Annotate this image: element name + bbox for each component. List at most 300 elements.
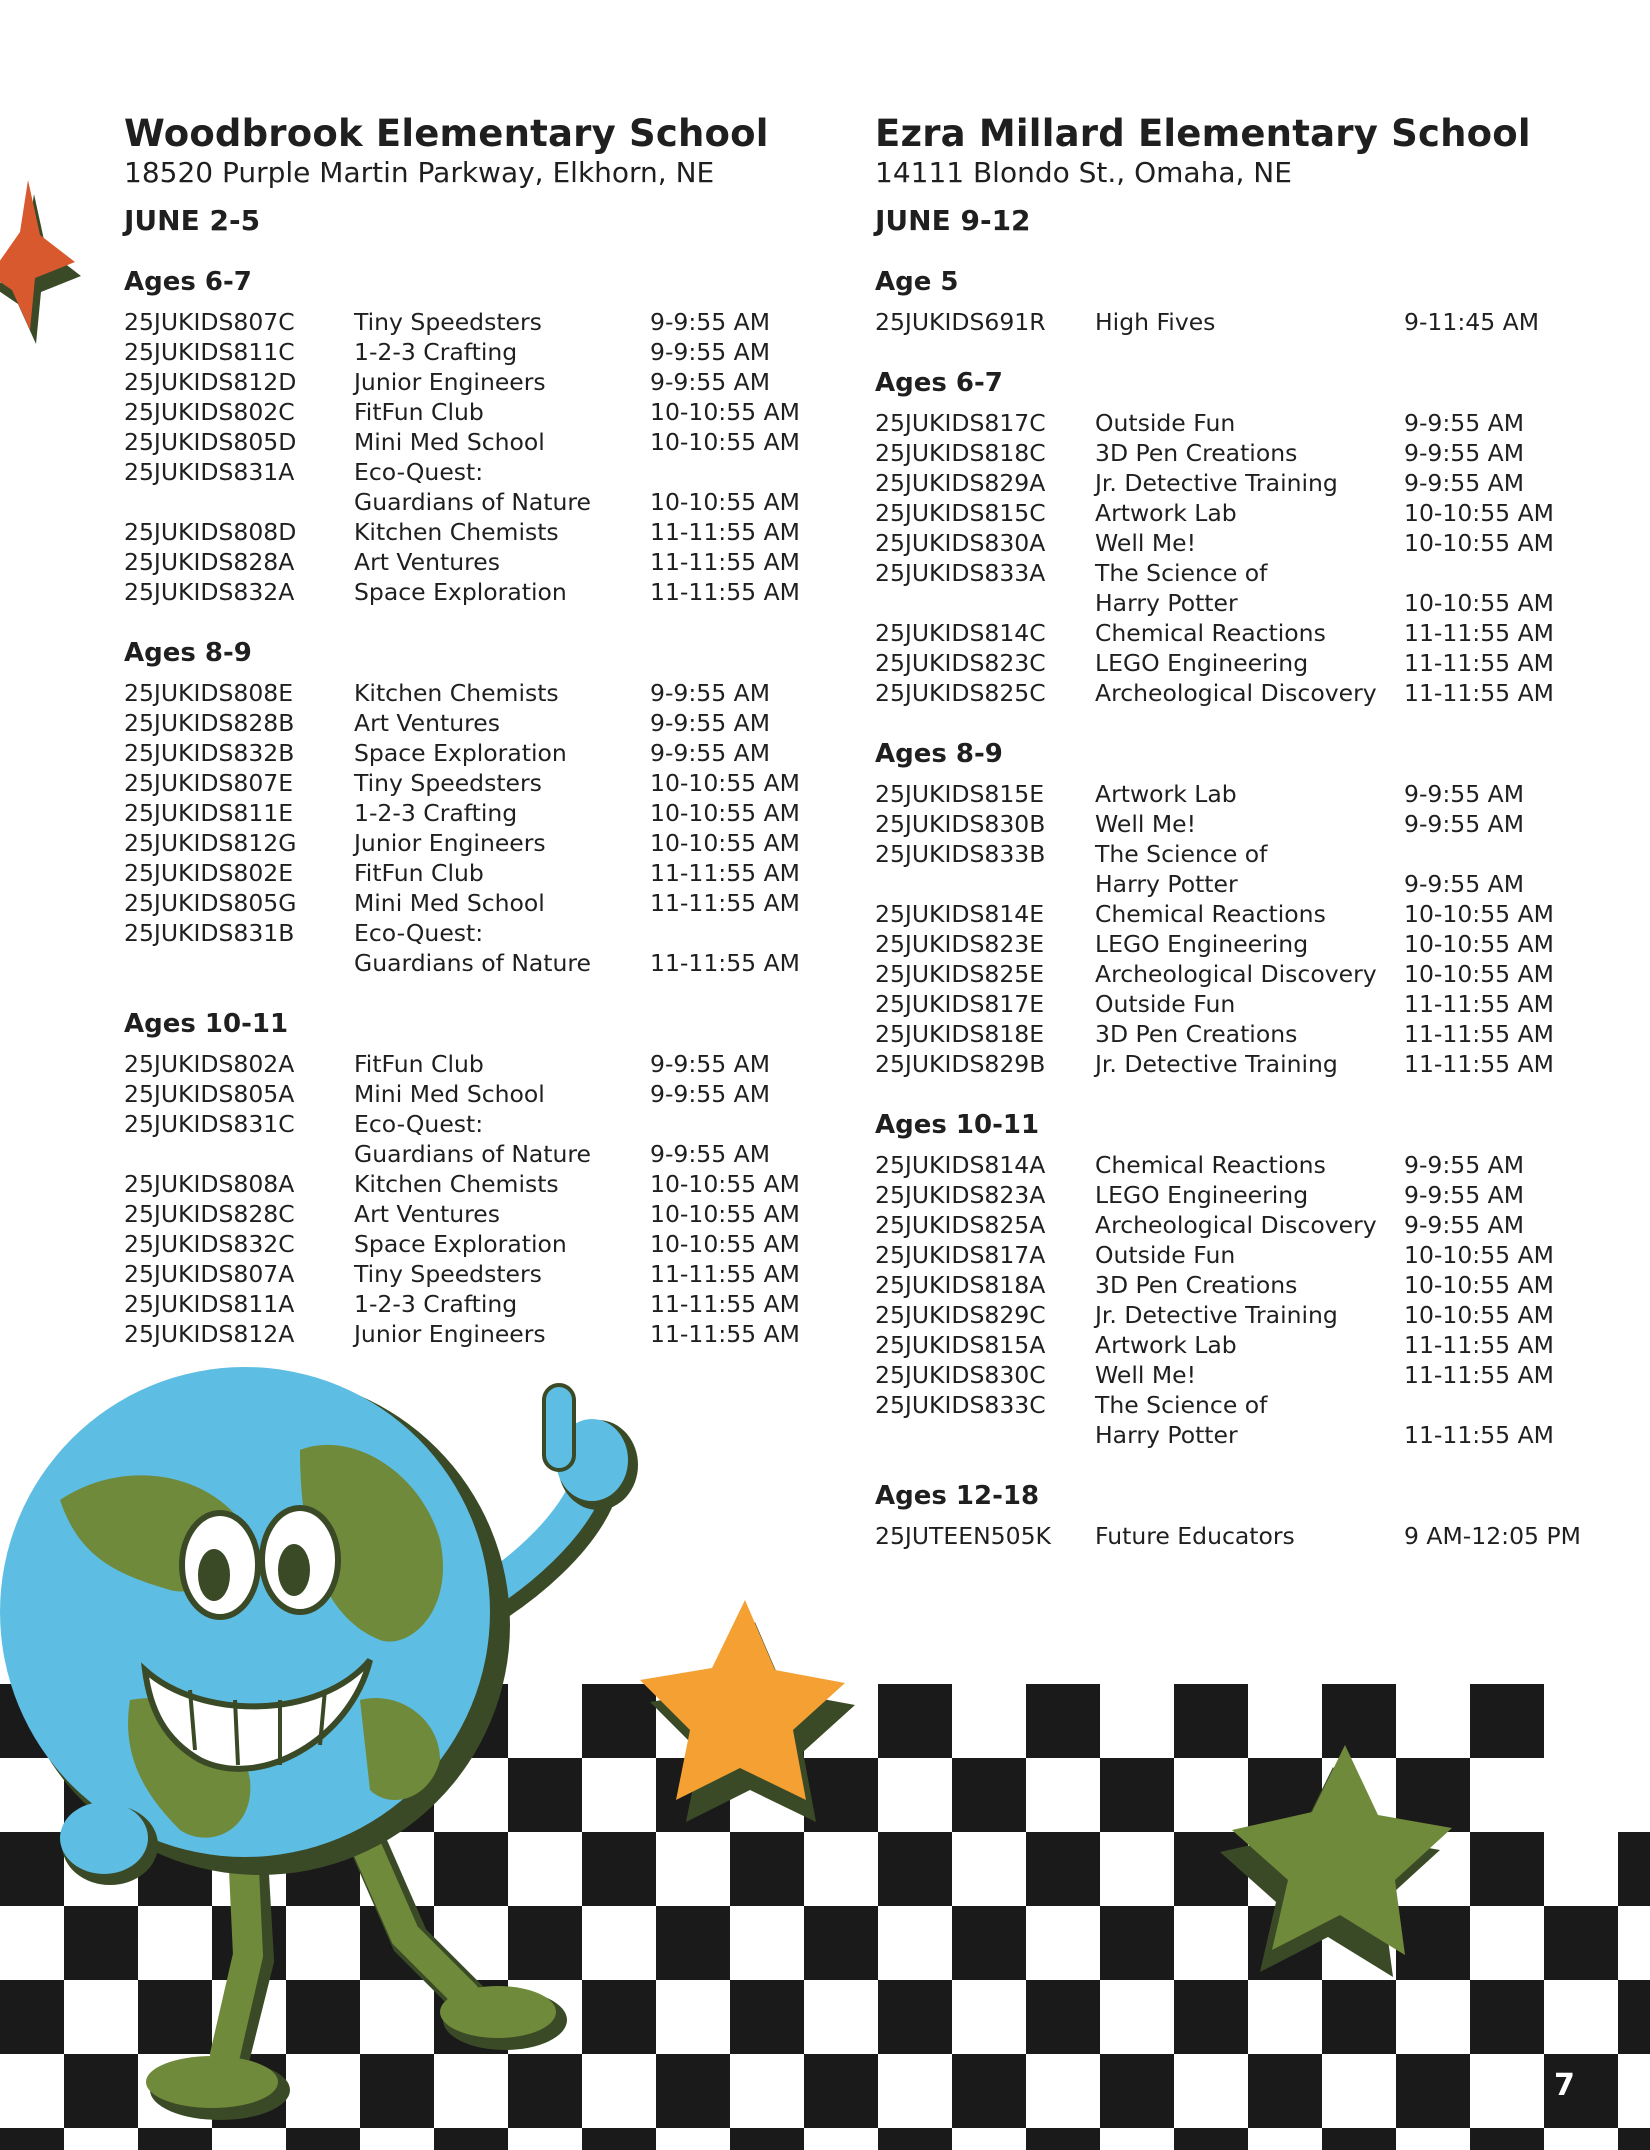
class-title-line: Jr. Detective Training (1095, 469, 1338, 497)
checker-square (804, 2054, 878, 2128)
class-time: 11-11:55 AM (650, 1290, 800, 1318)
class-time: 10-10:55 AM (650, 488, 800, 516)
checker-square (1618, 1832, 1650, 1906)
class-code: 25JUKIDS829C (875, 1301, 1046, 1329)
class-time: 11-11:55 AM (650, 518, 800, 546)
class-title-line: Artwork Lab (1095, 780, 1237, 808)
class-time: 10-10:55 AM (650, 398, 800, 426)
class-title (354, 427, 650, 457)
checker-square (730, 1832, 804, 1906)
checker-square (1100, 1758, 1174, 1832)
checker-square (138, 1980, 212, 2054)
class-title (354, 1199, 650, 1229)
class-title (1095, 1521, 1404, 1551)
class-code: 25JUKIDS811E (124, 799, 294, 827)
class-code: 25JUKIDS825E (875, 960, 1045, 988)
class-row (124, 768, 824, 798)
class-time: 10-10:55 AM (1404, 900, 1554, 928)
star-icon (0, 180, 81, 344)
class-title-line: High Fives (1095, 308, 1216, 336)
checker-square (1026, 1684, 1100, 1758)
class-title-line: Chemical Reactions (1095, 1151, 1326, 1179)
class-title-line: Artwork Lab (1095, 499, 1237, 527)
class-time: 11-11:55 AM (650, 859, 800, 887)
class-code: 25JUKIDS802E (124, 859, 294, 887)
checker-square (1174, 1980, 1248, 2054)
class-title (1095, 468, 1404, 498)
class-row (875, 438, 1615, 468)
class-title-line: LEGO Engineering (1095, 930, 1309, 958)
class-title (354, 1259, 650, 1289)
class-title-line: FitFun Club (354, 398, 484, 426)
class-title-line: 1-2-3 Crafting (354, 1290, 518, 1318)
class-code: 25JUKIDS828C (124, 1200, 295, 1228)
checker-square (1470, 1980, 1544, 2054)
class-row (875, 1270, 1615, 1300)
checker-square (1322, 2128, 1396, 2150)
class-row (124, 1229, 824, 1259)
class-title (354, 1229, 650, 1259)
class-title-line: Eco-Quest: (354, 1110, 484, 1138)
school-column-woodbrook (124, 112, 824, 1379)
school-address: 18520 Purple Martin Parkway, Elkhorn, NE (124, 156, 715, 189)
checker-square (0, 1980, 64, 2054)
class-title-line: Archeological Discovery (1095, 960, 1377, 988)
checker-square (952, 1906, 1026, 1980)
class-row (124, 1079, 824, 1109)
class-code: 25JUKIDS833B (875, 840, 1046, 868)
class-title (354, 1319, 650, 1349)
class-title-line: The Science of (1095, 1391, 1268, 1419)
age-section (875, 266, 1615, 337)
class-row (875, 809, 1615, 839)
class-title-line: Kitchen Chemists (354, 1170, 559, 1198)
checker-square (878, 1684, 952, 1758)
class-code: 25JUKIDS825A (875, 1211, 1046, 1239)
checker-square (952, 1758, 1026, 1832)
age-section (875, 738, 1615, 1079)
class-title (1095, 648, 1404, 678)
checker-square (1618, 2128, 1650, 2150)
class-row (875, 1390, 1615, 1450)
class-title-line: Jr. Detective Training (1095, 1050, 1338, 1078)
class-title (354, 367, 650, 397)
age-group-heading: Age 5 (875, 267, 959, 297)
class-code: 25JUKIDS814C (875, 619, 1046, 647)
class-title (1095, 929, 1404, 959)
class-row (875, 1330, 1615, 1360)
class-time: 9-9:55 AM (650, 1050, 771, 1078)
class-code: 25JUKIDS817E (875, 990, 1045, 1018)
class-time: 11-11:55 AM (1404, 990, 1554, 1018)
class-row (124, 397, 824, 427)
class-title (354, 738, 650, 768)
class-row (875, 779, 1615, 809)
class-title-line: Archeological Discovery (1095, 679, 1377, 707)
age-section (875, 1109, 1615, 1450)
class-row (875, 408, 1615, 438)
class-time: 11-11:55 AM (650, 548, 800, 576)
class-title (1095, 1240, 1404, 1270)
class-time: 11-11:55 AM (1404, 1361, 1554, 1389)
checker-square (1396, 1906, 1470, 1980)
class-code: 25JUKIDS814E (875, 900, 1045, 928)
class-title (354, 678, 650, 708)
age-section (124, 1008, 824, 1349)
class-code: 25JUKIDS808E (124, 679, 294, 707)
class-title (1095, 528, 1404, 558)
class-time: 9-9:55 AM (650, 1140, 771, 1168)
class-title-line: 3D Pen Creations (1095, 1271, 1298, 1299)
schedule-sections (875, 266, 1615, 1551)
class-time: 9-9:55 AM (650, 368, 771, 396)
class-row (875, 618, 1615, 648)
class-code: 25JUKIDS815C (875, 499, 1046, 527)
class-row (875, 528, 1615, 558)
age-group-heading: Ages 6-7 (875, 368, 1003, 398)
class-title-line: 1-2-3 Crafting (354, 338, 518, 366)
class-title (1095, 1180, 1404, 1210)
class-row (124, 1109, 824, 1169)
checker-square (878, 1980, 952, 2054)
age-group-heading: Ages 10-11 (875, 1110, 1040, 1140)
class-row (875, 1210, 1615, 1240)
class-title-line: LEGO Engineering (1095, 649, 1309, 677)
class-title-line: Outside Fun (1095, 1241, 1236, 1269)
class-title (1095, 1150, 1404, 1180)
class-title-line: Mini Med School (354, 889, 545, 917)
class-code: 25JUKIDS828B (124, 709, 295, 737)
class-time: 9-9:55 AM (650, 739, 771, 767)
class-title (1095, 1019, 1404, 1049)
checker-square (1174, 1684, 1248, 1758)
class-code: 25JUKIDS802A (124, 1050, 295, 1078)
class-title (1095, 558, 1404, 618)
class-time: 10-10:55 AM (650, 829, 800, 857)
checker-square (1026, 1980, 1100, 2054)
class-title-line: Outside Fun (1095, 409, 1236, 437)
class-title (1095, 438, 1404, 468)
class-time: 11-11:55 AM (1404, 619, 1554, 647)
checker-square (1544, 1906, 1618, 1980)
class-time: 10-10:55 AM (650, 799, 800, 827)
class-title (354, 1049, 650, 1079)
class-title-line: Mini Med School (354, 1080, 545, 1108)
class-title (1095, 1360, 1404, 1390)
class-title-line: Kitchen Chemists (354, 679, 559, 707)
class-title (354, 397, 650, 427)
class-row (124, 307, 824, 337)
class-time: 10-10:55 AM (1404, 589, 1554, 617)
checker-square (952, 2054, 1026, 2128)
class-title (1095, 779, 1404, 809)
checker-square (804, 1906, 878, 1980)
class-code: 25JUKIDS825C (875, 679, 1046, 707)
class-row (124, 1289, 824, 1319)
class-code: 25JUKIDS831B (124, 919, 295, 947)
session-dates: JUNE 2-5 (124, 204, 261, 237)
class-row (124, 858, 824, 888)
class-row (124, 888, 824, 918)
class-row (875, 929, 1615, 959)
class-title (1095, 618, 1404, 648)
class-time: 11-11:55 AM (1404, 1331, 1554, 1359)
page-number: 7 (1554, 2068, 1575, 2103)
class-row (875, 989, 1615, 1019)
class-title-line: Guardians of Nature (354, 488, 592, 516)
class-title (354, 337, 650, 367)
class-time: 9-9:55 AM (1404, 780, 1525, 808)
checker-square (286, 2128, 360, 2150)
class-title (354, 1109, 650, 1169)
class-time: 11-11:55 AM (1404, 649, 1554, 677)
class-title-line: Harry Potter (1095, 589, 1238, 617)
class-title-line: Eco-Quest: (354, 919, 484, 947)
class-title (1095, 809, 1404, 839)
class-title-line: 3D Pen Creations (1095, 1020, 1298, 1048)
class-code: 25JUKIDS818A (875, 1271, 1046, 1299)
class-code: 25JUKIDS815E (875, 780, 1045, 808)
checker-square (730, 1980, 804, 2054)
class-row (875, 1240, 1615, 1270)
class-time: 11-11:55 AM (650, 889, 800, 917)
class-code: 25JUKIDS691R (875, 308, 1046, 336)
class-time: 9-9:55 AM (1404, 439, 1525, 467)
class-time: 9-9:55 AM (650, 338, 771, 366)
class-time: 10-10:55 AM (650, 1200, 800, 1228)
school-address: 14111 Blondo St., Omaha, NE (875, 156, 1292, 189)
class-row (124, 1319, 824, 1349)
class-title (354, 828, 650, 858)
checker-square (730, 2128, 804, 2150)
class-title (1095, 1330, 1404, 1360)
class-title (1095, 899, 1404, 929)
class-time: 11-11:55 AM (650, 578, 800, 606)
class-code: 25JUKIDS833C (875, 1391, 1046, 1419)
class-time: 9-9:55 AM (1404, 469, 1525, 497)
class-title (1095, 1210, 1404, 1240)
class-title (1095, 1300, 1404, 1330)
class-code: 25JUKIDS823C (875, 649, 1046, 677)
schedule-sections (124, 266, 824, 1349)
class-title-line: Tiny Speedsters (354, 1260, 542, 1288)
class-time: 11-11:55 AM (1404, 1020, 1554, 1048)
checker-square (1322, 1980, 1396, 2054)
checker-square (1174, 1832, 1248, 1906)
school-name: Woodbrook Elementary School (124, 112, 769, 155)
class-time: 10-10:55 AM (1404, 1241, 1554, 1269)
class-row (875, 899, 1615, 929)
class-title (354, 768, 650, 798)
age-section (124, 266, 824, 607)
checker-square (64, 2054, 138, 2128)
class-row (875, 498, 1615, 528)
class-title (354, 307, 650, 337)
checker-square (0, 1832, 64, 1906)
class-time: 10-10:55 AM (1404, 1301, 1554, 1329)
class-code: 25JUKIDS811A (124, 1290, 295, 1318)
class-row (875, 678, 1615, 708)
class-title (1095, 1049, 1404, 1079)
class-time: 10-10:55 AM (1404, 960, 1554, 988)
checker-square (434, 1832, 508, 1906)
class-title (354, 858, 650, 888)
class-time: 9 AM-12:05 PM (1404, 1522, 1581, 1550)
class-code: 25JUKIDS817C (875, 409, 1046, 437)
class-row (124, 517, 824, 547)
class-code: 25JUKIDS831C (124, 1110, 295, 1138)
class-row (124, 798, 824, 828)
class-time: 9-9:55 AM (650, 709, 771, 737)
class-title-line: Guardians of Nature (354, 1140, 592, 1168)
class-title (354, 547, 650, 577)
class-row (124, 1199, 824, 1229)
checker-square (286, 1980, 360, 2054)
checker-square (878, 1832, 952, 1906)
checker-square (1174, 2128, 1248, 2150)
class-row (875, 1300, 1615, 1330)
class-row (875, 1360, 1615, 1390)
class-code: 25JUKIDS811C (124, 338, 295, 366)
checker-square (1470, 1832, 1544, 1906)
class-title (354, 798, 650, 828)
class-code: 25JUKIDS817A (875, 1241, 1046, 1269)
class-row (124, 427, 824, 457)
class-time: 10-10:55 AM (1404, 930, 1554, 958)
class-time: 10-10:55 AM (650, 1230, 800, 1258)
class-time: 9-9:55 AM (1404, 409, 1525, 437)
checker-square (582, 1980, 656, 2054)
class-row (124, 738, 824, 768)
class-title-line: FitFun Club (354, 1050, 484, 1078)
checker-square (508, 1906, 582, 1980)
class-title (1095, 989, 1404, 1019)
checker-square (360, 2054, 434, 2128)
school-column-ezra-millard (875, 112, 1615, 1581)
class-row (124, 547, 824, 577)
class-title-line: Space Exploration (354, 578, 567, 606)
age-section (875, 367, 1615, 708)
class-time: 11-11:55 AM (1404, 1050, 1554, 1078)
class-code: 25JUKIDS830B (875, 810, 1046, 838)
class-title (354, 708, 650, 738)
checker-square (1026, 2128, 1100, 2150)
class-title-line: 3D Pen Creations (1095, 439, 1298, 467)
checker-square (1396, 2054, 1470, 2128)
class-title-line: Future Educators (1095, 1522, 1295, 1550)
class-row (875, 1180, 1615, 1210)
checker-square (656, 1906, 730, 1980)
class-title-line: 1-2-3 Crafting (354, 799, 518, 827)
class-title-line: Junior Engineers (354, 829, 546, 857)
class-code: 25JUKIDS829B (875, 1050, 1046, 1078)
class-row (124, 1259, 824, 1289)
class-time: 9-9:55 AM (1404, 870, 1525, 898)
class-code: 25JUKIDS823A (875, 1181, 1046, 1209)
class-title (354, 517, 650, 547)
class-title-line: Eco-Quest: (354, 458, 484, 486)
class-title (1095, 678, 1404, 708)
class-time: 11-11:55 AM (650, 949, 800, 977)
class-title (354, 1289, 650, 1319)
age-group-heading: Ages 12-18 (875, 1481, 1040, 1511)
class-title-line: The Science of (1095, 840, 1268, 868)
class-time: 10-10:55 AM (650, 1170, 800, 1198)
class-row (124, 708, 824, 738)
class-time: 11-11:55 AM (650, 1320, 800, 1348)
class-time: 9-9:55 AM (1404, 1211, 1525, 1239)
class-title-line: LEGO Engineering (1095, 1181, 1309, 1209)
class-title-line: Well Me! (1095, 1361, 1196, 1389)
class-row (124, 678, 824, 708)
class-time: 9-9:55 AM (650, 1080, 771, 1108)
class-code: 25JUKIDS812A (124, 1320, 295, 1348)
class-row (875, 959, 1615, 989)
checker-square (1026, 1832, 1100, 1906)
class-title-line: Harry Potter (1095, 870, 1238, 898)
checker-square (508, 1758, 582, 1832)
class-title-line: Junior Engineers (354, 368, 546, 396)
class-time: 11-11:55 AM (650, 1260, 800, 1288)
class-title (1095, 1390, 1404, 1450)
class-code: 25JUKIDS818C (875, 439, 1046, 467)
class-time: 10-10:55 AM (1404, 529, 1554, 557)
class-title (1095, 307, 1404, 337)
class-row (124, 367, 824, 397)
age-group-heading: Ages 10-11 (124, 1009, 289, 1039)
class-row (875, 468, 1615, 498)
class-time: 9-9:55 AM (1404, 810, 1525, 838)
class-code: 25JUKIDS830A (875, 529, 1046, 557)
class-row (124, 918, 824, 978)
class-code: 25JUKIDS805A (124, 1080, 295, 1108)
age-group-heading: Ages 6-7 (124, 267, 252, 297)
class-title-line: Kitchen Chemists (354, 518, 559, 546)
checker-square (1322, 1684, 1396, 1758)
class-code: 25JUTEEN505K (875, 1522, 1051, 1550)
class-title-line: Outside Fun (1095, 990, 1236, 1018)
class-row (875, 1150, 1615, 1180)
class-row (124, 577, 824, 607)
checker-square (878, 2128, 952, 2150)
class-title-line: FitFun Club (354, 859, 484, 887)
checker-square (138, 2128, 212, 2150)
class-title-line: Art Ventures (354, 548, 500, 576)
class-title-line: Mini Med School (354, 428, 545, 456)
checker-square (64, 1906, 138, 1980)
class-title-line: Guardians of Nature (354, 949, 592, 977)
class-code: 25JUKIDS828A (124, 548, 295, 576)
class-row (875, 1019, 1615, 1049)
class-code: 25JUKIDS832A (124, 578, 295, 606)
class-title-line: Artwork Lab (1095, 1331, 1237, 1359)
class-title (354, 888, 650, 918)
class-title (1095, 1270, 1404, 1300)
class-code: 25JUKIDS823E (875, 930, 1045, 958)
class-code: 25JUKIDS807C (124, 308, 295, 336)
class-title-line: Tiny Speedsters (354, 308, 542, 336)
class-time: 11-11:55 AM (1404, 679, 1554, 707)
class-code: 25JUKIDS829A (875, 469, 1046, 497)
class-time: 11-11:55 AM (1404, 1421, 1554, 1449)
class-row (124, 1169, 824, 1199)
age-group-heading: Ages 8-9 (124, 638, 252, 668)
class-title (1095, 498, 1404, 528)
checker-square (1100, 2054, 1174, 2128)
class-title (354, 1169, 650, 1199)
checker-square (582, 1832, 656, 1906)
class-title-line: Art Ventures (354, 709, 500, 737)
